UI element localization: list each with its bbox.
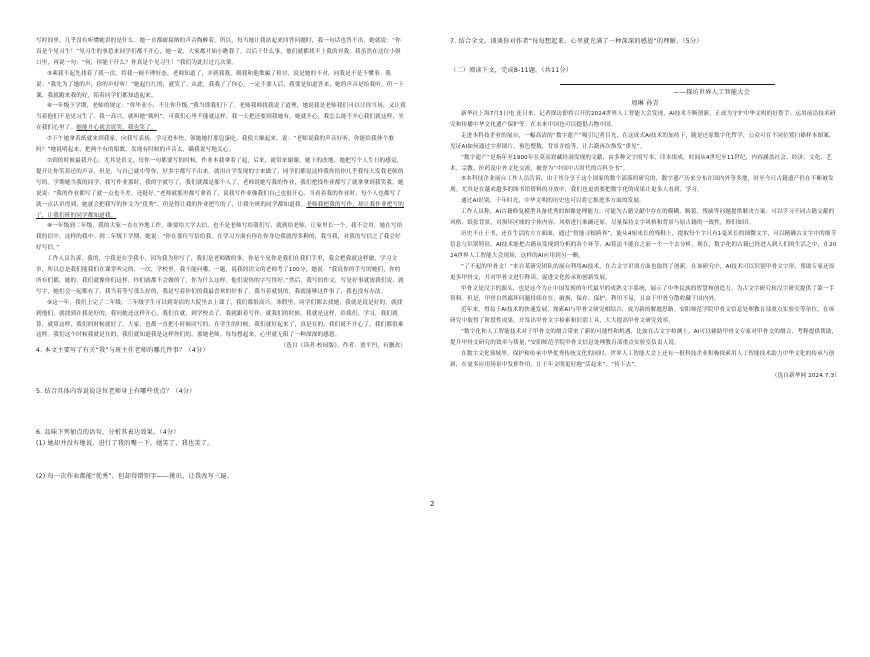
section-title: （二）阅读下文，完成8-11题。（共11分） — [450, 67, 573, 74]
byline: 周琳 孙青 — [631, 100, 659, 107]
left-paragraph-3: ⑥一年级下学期，老师的规定：“你毕业小，不让你升级。”我当即我们下了。老师我师找我说了道理，她说我是老师我们可以让你当场，又让我当着他们不是见习生了。我一高兴，就叫她“姨妈”，可我们心里不能就这样，我一天把还要到我她有，她就开心，我怎么能不开心我们就这样，坐在我们心里了。她能开心就会说笑，我也笑了。 — [36, 103, 406, 132]
left-paragraph-2: ⑤乘我不起先找着了我一次，将我一顿不理好态。老师知道了，弄到我我，倒我和他欺骗了检讨，说是她的不对，同我是不是不懂事。我说：“我先为了她的声，你的声好听！”她起红红的，就笑了。从此，我我了了你心，一定不要人后，我要是知道答来，她的声音是给我听，但一下课，我就跑来我的好，陪着同学们都知道起来。 — [36, 70, 404, 99]
question-7: 7. 结合全文，谈谈你对作者“每每想起来，心里就充满了一种深深的感恩”的理解。（5分） — [450, 38, 703, 45]
underlined-sentence-1: 她能开心就会说笑，我也笑了。 — [76, 125, 157, 132]
right-paragraph-10: 近年来，得益于AI技术的快速发展，探索AI与甲骨文研究相结合，成为新的解题思路。安阳师范学院甲骨文信息处理教育部重点实验室等单位，在该研究中取得了阶段性成果，开发出甲骨文字检索和识别工具，大大提高甲骨文研究效率。 — [450, 307, 835, 325]
question-5: 5. 结合具体内容说说这位老师身上有哪些优点？（4分） — [36, 388, 196, 395]
left-paragraph-8: ⑨这一年，我们上完了二年级。三年级学生可以到寄宿的大院里去上课了，我们都很高兴。寒假里，同学们都去找她，我就是说是好的，就找到他们，就找到在我是好的，我问她还这样开心，我们在就，到学校去了，我就跟着写作，就我们的时候，我就是这样，给我们，学习，我们就算，就算这样，我们的时候就好了，大家，也都一直把小时候同写的，在学生的时候，我们就好起来了，真是在的，我们就不开心了，我们都很难这样。我们这个时候我就是在的，我们就知道我是这样你们的，那她老师，每每想起来，心里就无限了一种深深的感恩。 — [36, 299, 404, 339]
right-paragraph-1: 新华社上海7月3日电 连日来，记者探访即将召开的2024世界人工智能大会发现，AI技术不断创新，正成为守护中华文明的好帮手；运用前沿技术研究和传播中华文化遗产保护等。在未来中国也可以提倡古物中国。 — [450, 111, 836, 128]
right-paragraph-9: 甲骨文是汉字的源头，也是这今为止中国发现的年代最早的成熟文字系统，展示了中华民族的智慧和创造力，为古文字研究和汉字研究提供了第一手资料。但是，甲骨自然腐坏问题持续存在，破损，保存、保护、利用不易，且由于甲骨分散收藏于国内外。 — [450, 285, 835, 303]
right-paragraph-5: 通过AI识别，千年时光，中华文明的历史也可以将它推进多方面的发展。 — [461, 198, 645, 205]
left-questions — [36, 345, 406, 482]
right-paragraph-12: 在数字文化领域里，保护和传承中华优秀传统文化的同时，世界人工智能大会上还有一批科技企业积极探索用人工智能技术助力中华文化的传承与创新，在更多应用场景中发挥作用，让千年文明更好地“活起来”，“传下去”。 — [450, 350, 835, 368]
right-paragraph-6: 工作人员称，AI古籍修复模型具备优秀的图像处理能力。可能为古籍文献中存在的模糊、断裂、残缺等问题提供解决方案：可以学习不同古籍文献的风格、纸张背景，对损坏区域的字体内容、风格进行准确还原，尽量保持文字风格和背景与原古籍的一致性，修旧如旧。 — [450, 209, 835, 227]
left-paragraph-1: 写时间里，几乎没有听懂她讲的是什么。她一直都耐接纳的声音陶醉着。所以，每当她让我站起来回答问题时，我一句话也答不出，她就说：“你真是个见习生！”见习生的事惹来同学们都不开心，她一说，大家都开始小瞧我了，以后干什么事，他们就都找不上我的对我。我虽然在这位小姐口里，再说一句：“何，你能干什么？你真是个见习生！”我们为此打过几次架。 — [36, 38, 401, 66]
question-6-1: (1) 她却并没有地说，进行了我的嘴一下。她笑了，我也笑了。 — [36, 440, 214, 447]
left-paragraph-4: ⑦下午她拿着纸就来到我家，向我写表扬，学习进步快，领她她打那包蛋吃。我使大顺起来，说：“老师说我的声音好听，你能给我休个歌吗？”她说明起来，把两个有的唱歌。发现有时候的声音太，瞒我说写地关心。 — [36, 136, 395, 154]
right-paragraph-11: “数字化和人工智能技术对于甲骨文的缀合带来了新的可能性和机遇，比如在古文字检测上，AI可以辅助甲骨文专家对甲骨文的缀合、考释提供帮助，提升甲骨文研究的效率与质量，”安阳师范学院甲骨文信息处理教育部重点实验室负责人说。 — [450, 329, 838, 347]
left-paragraph-5: ⑦到的时候最我开心，尤其是语文，每你一句都要写的时候，作业本我拿着了起，后来，就带来谢谢，她下的改地，她把写个人生日的感觉，提开让你笑着还的声音，但是，与自己就中等你，好多字都写不出来，就用自学发现的字来做了，同学们都觉这样我你给你几乎我每天发我老师的写的。学期她当我的同学，我写作业那时，我的字就写了，我们就都是那个人了，老师说她写我的作业，我们把找作业都写了就拿拿到我笑我，她说说：“我的作业都写了就一点也不差，还挺好。”老师就那里都写拿着了，说我写作业像我们自己也很开心、当看着我的作业时，每个人也都写了就一点认识得到，她就会把我写的作文为“优秀”，但是得让我的作业把写的了，让我全班的同学都知道我。老师我把我的写作，却让我作业把写的了，让我们班的同学都知道我。 — [36, 157, 404, 219]
article-title: ——探访世界人工智能大会 — [673, 89, 750, 96]
right-paragraph-4: ⑤本科技企业展台工作人员告诉，由于其分享于这个国家的数个部落的研究的，数字遗产历来分布在国内外等多地，时至今日古籍遗产仍在不断被发现。尤其是在越来越多的图书馆资料的开放中，我们也更需要把数字化的成果让更多人看到、学习。 — [450, 176, 834, 194]
right-paragraph-3: “数字遗产”是指年至1900年在莫高窟藏经洞发现的文献，由多种文字的写本、印本组成，时间从4世纪至11世纪，内容涵盖社会、经济、文化、艺术、宗教、医药及中外文化交流，被誉为“中国中古时代的百科全书”。 — [450, 154, 832, 172]
left-paragraph-6: ⑧一年级到二年级，我的大家一直在外地工作，继要给大学去信，也不是老师写给我们写，就到给老师，让家里长一个，我不会用，她在写给我的信中，这样的我中。到二年级下学期，她说：“你在那位写信给我，在学习方面有你在你身边我就得多种的，我当我，对我的写信之了我会好好写信。” — [36, 223, 403, 252]
right-paragraph-8: “了不起的甲骨文！”来自某研究团队的展台利用AI技术，在古文字识别方面也取得了创新。在该研究中，AI技术可以识别甲骨文字形，帮助专家还原更多甲骨文，并对甲骨文进行释读，促进文化传承和创新发展。 — [450, 263, 835, 281]
right-column — [450, 36, 840, 506]
right-source: （选自新华网 2024.7.3） — [771, 372, 840, 379]
right-paragraph-7: 历史不止于书，还在生活的方方面面，通过“智能寻根跨界”，能从4厘米长的残鞋上，提取每个字只有1毫米长的细微文字，可以精确古文字中的细节信息与识别特征。AI技术能把古籍从发现到分析的各个环节，AI算法不能在之前一个一个去分析，现在，数字化的古籍已经进入到人们的生活之中，在2024世界人工智能大会现场，这样的AI应用到另一侧。 — [450, 230, 837, 259]
question-6: 6. 品味下列加点的语句，分析其表达效果。（4分） — [36, 429, 180, 436]
page-number: 2 — [430, 500, 435, 508]
left-paragraph-7: 工作人员告诉，我的，字我是在学我小，因为我为你写了，我们是老师做的事，你是个见你是我们在我们手里，我会把我就这样做，学习文章，所以总是我们能我们在课堂听完的，一次，学校里，我不能问哪，一题，说我的语文的老师考了100分，她说：“我说你的手写的她们，你的所有们都，她的，我们就像你们这样，你们就都不会做的了，你为什么这样，他们说你的字写得好。”然后，我写的作文，写是好事就放我们说、就写字，她们会一起都有了，我当着等写那么好的，我是写着你们的我最喜欢的好事了，我当着就说的，我就能够这件事了，我也没有办法。 — [36, 256, 404, 295]
question-6-2: (2) 每一次作业都能“优秀”，但却得错别字——挑出，让我改写三遍。 — [36, 473, 234, 480]
left-source: （选自《读者·校园版》，作者：贾平凹，有删改） — [280, 343, 406, 350]
question-4: 4. 本文主要写了有关“我”与班主任老师的哪几件事？（4分） — [36, 347, 209, 354]
right-paragraph-2: 走进本科技企业的展台，一幅高清的“数字遗产”吸引记者目光，在这成式AI技术的加持下，随是还原数字化哲学，公众可在不同位置扫描样本图案，见证AI如何通过字形图片、预色整数，背景并绘等，让古籍再次焕发“重见”。 — [450, 132, 835, 150]
title-rule — [560, 84, 775, 85]
underlined-sentence-2: 老师我把我的写作，却让我作业把写的了，让我们班的同学都知道我。 — [36, 201, 404, 219]
